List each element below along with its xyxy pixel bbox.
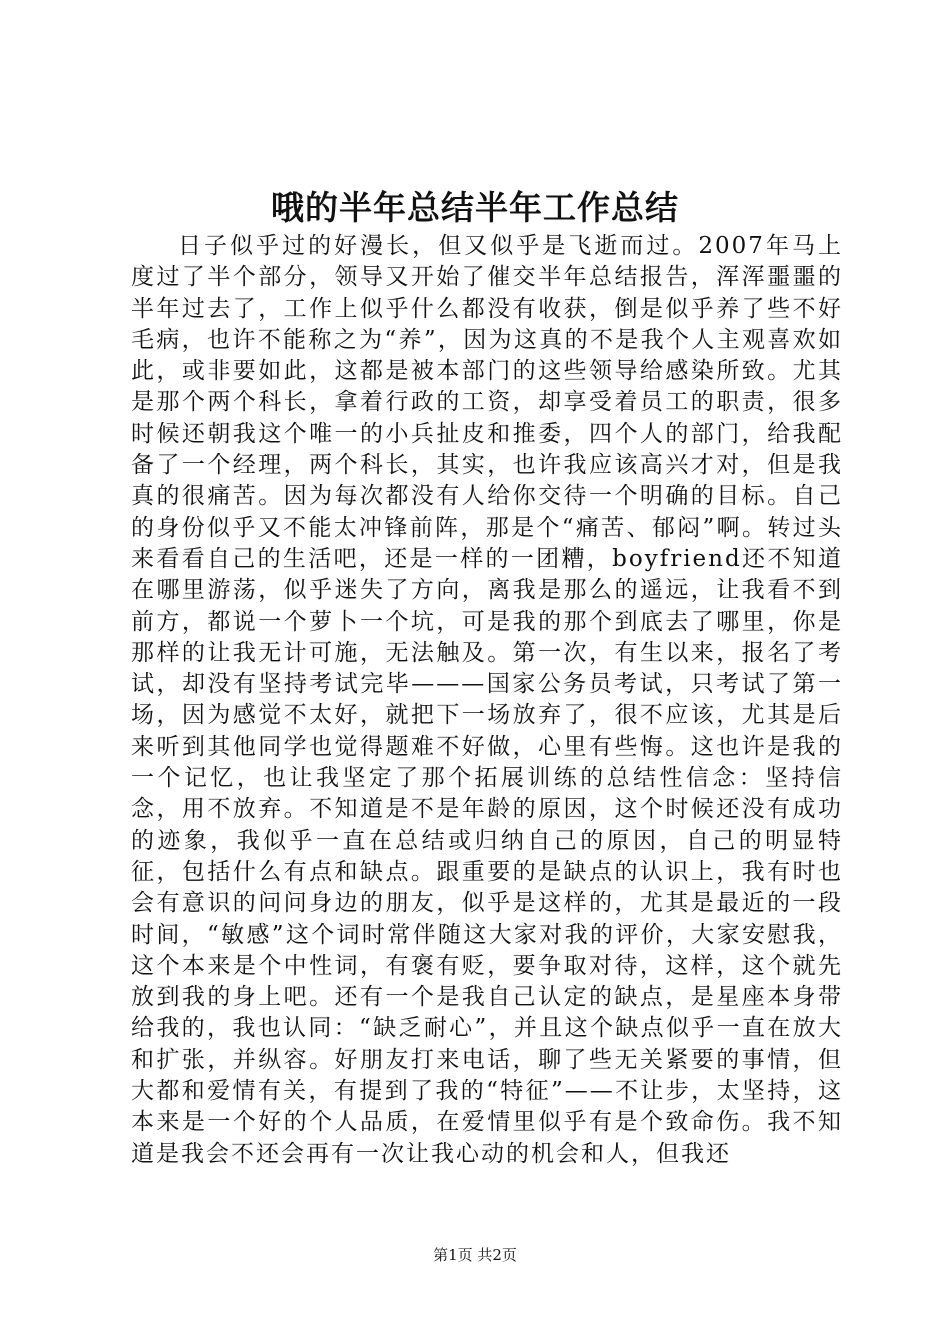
body-paragraph: 日子似乎过的好漫长，但又似乎是飞逝而过。2007年马上度过了半个部分，领导又开始了催交半年总结报告，浑浑噩噩的半年过去了，工作上似乎什么都没有收获，倒是似乎养了些不好毛病，也许不能称之为“养”，因为这真的不是我个人主观喜欢如此，或非要如此，这都是被本部门的这些领导给感染所致。尤其是那个两个科长，拿着行政的工资，却享受着员工的职责，很多时候还朝我这个唯一的小兵扯皮和推委，四个人的部门，给我配备了一个经理，两个科长，其实，也许我应该高兴才对，但是我真的很痛苦。因为每次都没有人给你交待一个明确的目标。自己的身份似乎又不能太冲锋前阵，那是个“痛苦、郁闷”啊。转过头来看看自己的生活吧，还是一样的一团糟，boyfriend还不知道在哪里游荡，似乎迷失了方向，离我是那么的遥远，让我看不到前方，都说一个萝卜一个坑，可是我的那个到底去了哪里，你是那样的让我无计可施，无法触及。第一次，有生以来，报名了考试，却没有坚持考试完毕———国家公务员考试，只考试了第一场，因为感觉不太好，就把下一场放弃了，很不应该，尤其是后来听到其他同学也觉得题难不好做，心里有些悔。这也许是我的一个记忆，也让我坚定了那个拓展训练的总结性信念：坚持信念，用不放弃。不知道是不是年龄的原因，这个时候还没有成功的迹象，我似乎一直在总结或归纳自己的原因，自己的明显特征，包括什么有点和缺点。跟重要的是缺点的认识上，我有时也会有意识的问问身边的朋友，似乎是这样的，尤其是最近的一段时间，“敏感”这个词时常伴随这大家对我的评价，大家安慰我，这个本来是个中性词，有褒有贬，要争取对待，这样，这个就先放到我的身上吧。还有一个是我自己认定的缺点，是星座本身带给我的，我也认同：“缺乏耐心”，并且这个缺点似乎一直在放大和扩张，并纵容。好朋友打来电话，聊了些无关紧要的事情，但大都和爱情有关，有提到了我的“特征”——不让步，太坚持，这本来是一个好的个人品质，在爱情里似乎有是个致命伤。我不知道是我会不还会再有一次让我心动的机会和人，但我还 [131,233,843,1167]
page-footer: 第1页 共2页 [433,1246,517,1264]
document-title: 哦的半年总结半年工作总结 [271,188,679,227]
